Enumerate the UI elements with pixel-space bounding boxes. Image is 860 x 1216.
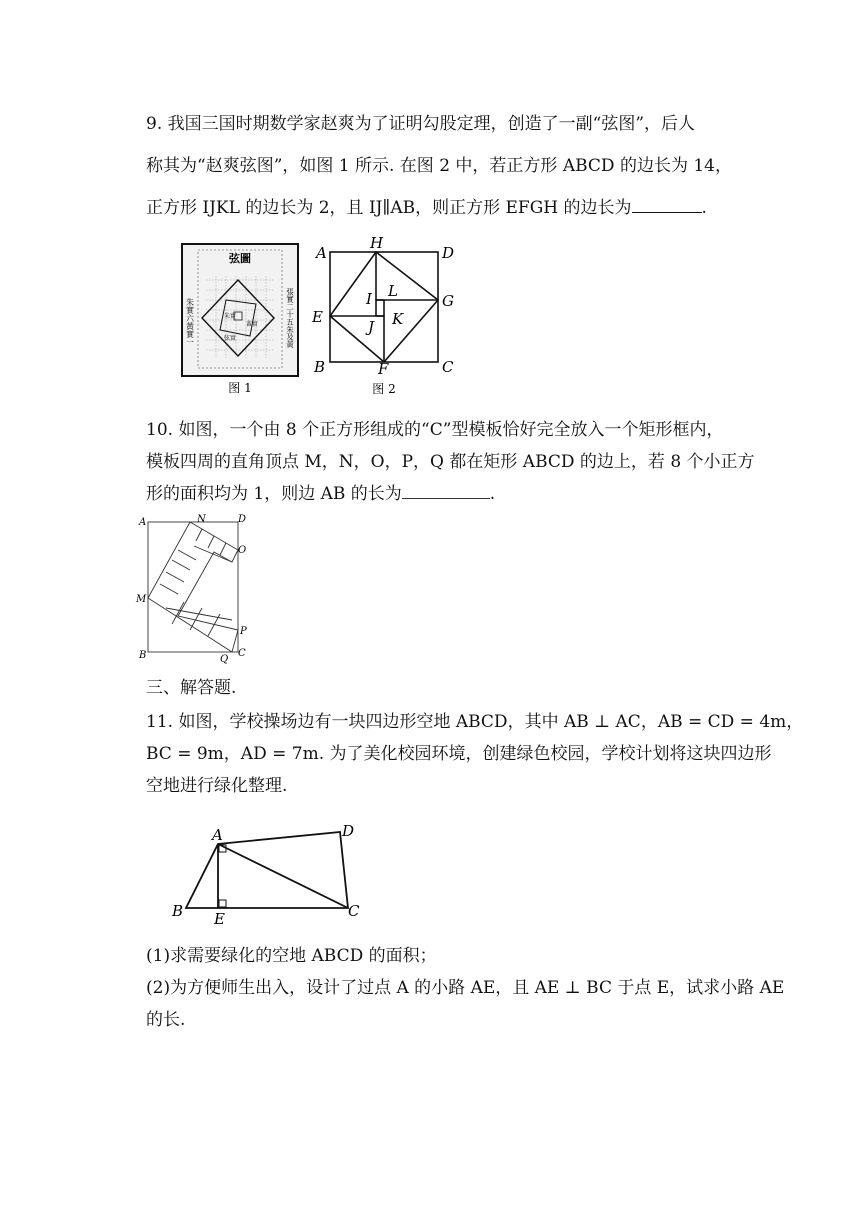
q9-figure-1 (178, 240, 302, 400)
q10-label-p: P (240, 626, 247, 637)
q11-line2: BC = 9m，AD = 7m. 为了美化校园环境，创建绿色校园，学校计划将这块四边形 (146, 744, 772, 764)
q9-line1: 9. 我国三国时期数学家赵爽为了证明勾股定理，创造了一副“弦图”，后人 (146, 114, 696, 134)
q9-line3 (146, 196, 707, 220)
fig1-inner-a: 朱實 (224, 313, 237, 320)
q9-line2: 称其为“赵爽弦图”，如图 1 所示. 在图 2 中，若正方形 ABCD 的边长为 14， (146, 156, 733, 176)
fig1-title: 弦圖 (229, 252, 251, 265)
fig2-label-j: J (368, 318, 375, 336)
q10-label-a: A (139, 517, 147, 528)
q10-answer-blank[interactable] (402, 482, 490, 499)
q11-right-angle-e (219, 900, 226, 907)
fig2-label-h: H (370, 234, 384, 252)
q11-quadrilateral (186, 832, 348, 908)
q10-line2: 模板四周的直角顶点 M，N，O，P，Q 都在矩形 ABCD 的边上，若 8 个小正方 (146, 452, 755, 472)
q11-sub1: (1)求需要绿化的空地 ABCD 的面积； (146, 946, 437, 966)
q10-label-n: N (197, 514, 206, 525)
q10-line1: 10. 如图，一个由 8 个正方形组成的“C”型模板恰好完全放入一个矩形框内， (146, 420, 724, 440)
q11-label-a: A (212, 826, 223, 844)
fig2-label-f: F (378, 360, 389, 378)
q10-line3-text: 形的面积均为 1，则边 AB 的长为 (146, 484, 402, 504)
q9-line3-text: 正方形 IJKL 的边长为 2，且 IJ∥AB，则正方形 EFGH 的边长为 (146, 198, 632, 218)
fig2-inner-lines (330, 252, 438, 362)
q11-sub2: (2)为方便师生出入，设计了过点 A 的小路 AE，且 AE ⊥ BC 于点 E，试求小路 AE (146, 978, 785, 998)
q11-label-c: C (348, 902, 360, 920)
fig2-caption: 图 2 (372, 382, 396, 396)
q9-answer-blank[interactable] (632, 196, 702, 213)
fig1-right-text: 張實二十五朱及黃 (285, 288, 295, 348)
q11-label-b: B (172, 902, 184, 920)
fig2-label-c: C (442, 358, 454, 376)
q11-line3: 空地进行绿化整理. (146, 776, 288, 796)
fig1-inner-c: 弦實 (224, 335, 237, 342)
fig2-label-a: A (316, 244, 327, 262)
q11-line1: 11. 如图，学校操场边有一块四边形空地 ABCD，其中 AB ⊥ AC，AB = CD = 4m， (146, 712, 804, 732)
q9-figure-2 (308, 234, 468, 400)
q10-label-o: O (238, 545, 247, 556)
q11-sub3: 的长. (146, 1010, 186, 1030)
section-heading-3: 三、解答题. (146, 678, 237, 698)
q11-label-e: E (214, 910, 225, 928)
fig1-caption: 图 1 (228, 381, 252, 395)
fig1-inner-b: 黃實 (246, 321, 259, 328)
q10-label-m: M (136, 594, 147, 605)
q9-line3-end: . (701, 198, 707, 218)
fig2-label-d: D (442, 244, 455, 262)
fig2-label-i: I (366, 290, 372, 308)
q10-figure (136, 512, 256, 668)
q10-label-b: B (139, 650, 147, 661)
fig2-label-k: K (392, 310, 404, 328)
q11-label-d: D (342, 822, 355, 840)
fig2-label-g: G (442, 292, 454, 310)
q10-line3 (146, 482, 495, 506)
q10-label-d: D (238, 514, 247, 525)
q10-label-c: C (238, 648, 246, 659)
fig2-label-l: L (388, 282, 398, 300)
fig2-label-e: E (312, 308, 323, 326)
q10-rect-abcd (148, 522, 238, 652)
q10-label-q: Q (220, 654, 229, 665)
fig2-label-b: B (314, 358, 326, 376)
q10-c-template (148, 522, 238, 652)
q11-figure (168, 818, 368, 930)
q10-line3-end: . (489, 484, 496, 504)
fig1-left-text: 朱實六黃實一 (185, 298, 195, 346)
